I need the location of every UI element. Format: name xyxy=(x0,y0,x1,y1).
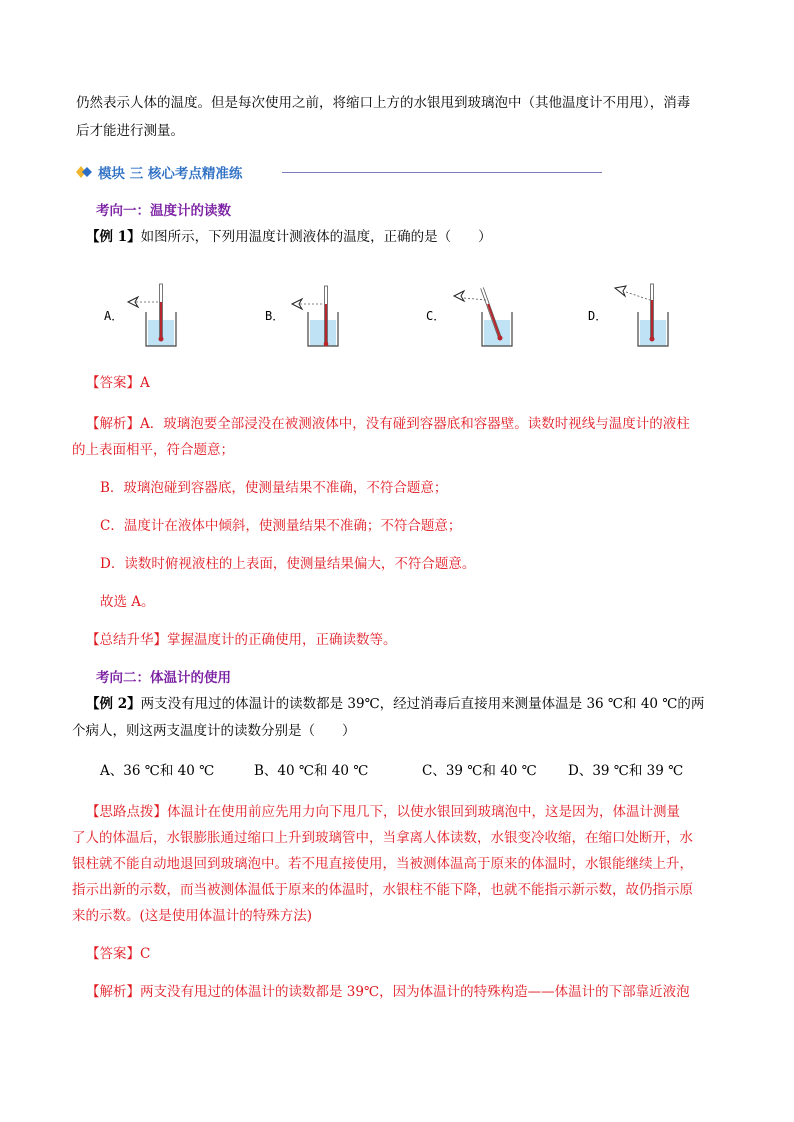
option-b: B、40 ℃和 40 ℃ xyxy=(254,763,369,779)
diamond-icon xyxy=(76,164,92,180)
hint-line-2: 了人的体温后，水银膨胀通过缩口上升到玻璃管中，当拿离人体读数，水银变冷收缩，在缩口处断开，水 xyxy=(72,830,693,846)
analysis1-b: B．玻璃泡碰到容器底，使测量结果不准确，不符合题意； xyxy=(100,480,448,496)
summary1 xyxy=(86,630,397,650)
hint-line-3: 银柱就不能自动地退回到玻璃泡中。若不甩直接使用，当被测体温高于原来的体温时，水银能继续上升， xyxy=(72,856,693,872)
analysis2-text-1: 两支没有甩过的体温计的读数都是 39℃，因为体温计的特殊构造——体温计的下部靠近液泡 xyxy=(140,984,690,1000)
option-c: C、39 ℃和 40 ℃ xyxy=(422,763,537,779)
intro-line-1: 仍然表示人体的温度。但是每次使用之前，将缩口上方的水银甩到玻璃泡中（其他温度计不用甩），消毒 xyxy=(76,95,691,111)
hint-tag: 【思路点拨】 xyxy=(86,804,167,820)
figure-a-label: A． xyxy=(104,309,124,323)
summary1-tag: 【总结升华】 xyxy=(86,632,167,648)
answer1 xyxy=(86,373,150,393)
option-d: D、39 ℃和 39 ℃ xyxy=(568,763,684,779)
example2-text-1: 两支没有甩过的体温计的读数都是 39℃，经过消毒后直接用来测量体温是 36 ℃和 40 ℃的两 xyxy=(140,696,705,712)
module-divider xyxy=(282,172,602,173)
example2-tag: 【例 2】 xyxy=(86,696,141,712)
answer2 xyxy=(86,944,150,964)
figure-c-label: C． xyxy=(426,309,446,323)
example1-question xyxy=(86,227,492,247)
analysis1-d: D．读数时俯视液柱的上表面，使测量结果偏大，不符合题意。 xyxy=(100,556,476,572)
answer1-tag: 【答案】 xyxy=(86,375,140,391)
module-header xyxy=(76,162,242,182)
figure-d-thermometer xyxy=(612,282,682,348)
hint-line-5: 来的示数。(这是使用体温计的特殊方法) xyxy=(72,908,313,924)
analysis1-a-text: A．玻璃泡要全部浸没在被测液体中，没有碰到容器底和容器壁。读数时视线与温度计的液柱 xyxy=(140,416,690,432)
figure-b-label: B． xyxy=(265,309,285,323)
analysis1-tag: 【解析】 xyxy=(86,416,140,432)
figure-b-thermometer xyxy=(288,282,358,348)
answer1-value: A xyxy=(140,375,150,391)
example1-tag: 【例 1】 xyxy=(86,229,141,245)
topic2-heading: 考向二：体温计的使用 xyxy=(96,670,231,686)
analysis1-line-2: 的上表面相平，符合题意； xyxy=(72,442,234,458)
analysis1-line-1 xyxy=(86,414,690,434)
example2-line-2: 个病人，则这两支温度计的读数分别是（ ） xyxy=(72,723,356,739)
figure-c-thermometer xyxy=(450,282,520,348)
example2-line-1 xyxy=(86,694,704,714)
figure-a-thermometer xyxy=(126,282,196,348)
module-title: 模块 三 核心考点精准练 xyxy=(98,166,243,182)
hint-text-1: 体温计在使用前应先用力向下甩几下，以使水银回到玻璃泡中，这是因为，体温计测量 xyxy=(167,804,680,820)
hint-line-1 xyxy=(86,802,680,822)
intro-line-2: 后才能进行测量。 xyxy=(76,123,184,139)
analysis1-c: C．温度计在液体中倾斜，使测量结果不准确；不符合题意； xyxy=(100,518,462,534)
figure-d-label: D． xyxy=(588,309,608,323)
analysis1-conclusion: 故选 A。 xyxy=(100,594,155,610)
example1-text: 如图所示，下列用温度计测液体的温度，正确的是（ ） xyxy=(140,229,492,245)
topic1-heading: 考向一：温度计的读数 xyxy=(96,203,231,219)
analysis2-line-1 xyxy=(86,982,690,1002)
summary1-text: 掌握温度计的正确使用，正确读数等。 xyxy=(167,632,397,648)
answer2-value: C xyxy=(140,946,151,962)
analysis2-tag: 【解析】 xyxy=(86,984,140,1000)
answer2-tag: 【答案】 xyxy=(86,946,140,962)
hint-line-4: 指示出新的示数，而当被测体温低于原来的体温时，水银柱不能下降，也就不能指示新示数，故仍指示原 xyxy=(72,882,693,898)
option-a: A、36 ℃和 40 ℃ xyxy=(100,763,215,779)
